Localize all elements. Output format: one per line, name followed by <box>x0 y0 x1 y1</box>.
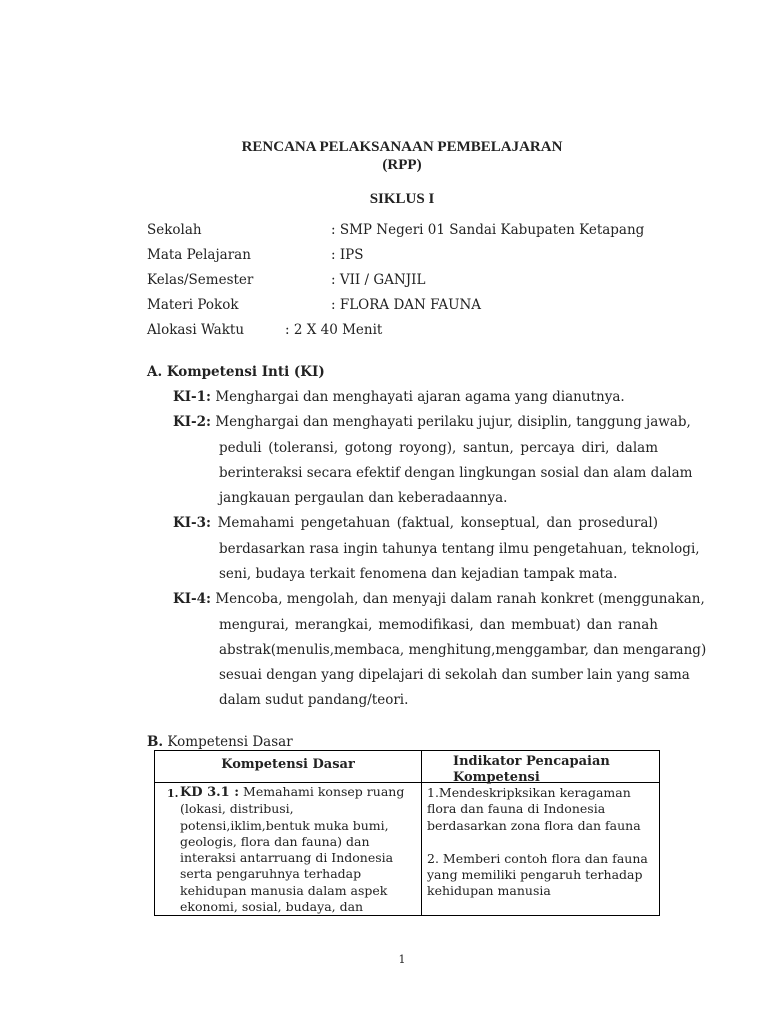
info-label-subject: Mata Pelajaran <box>147 247 251 263</box>
ki3-line <box>173 515 658 531</box>
ki3-code: KI-3: <box>173 515 212 531</box>
document-subtitle: (RPP) <box>382 157 422 173</box>
indicator-line: 2. Memberi contoh flora dan fauna <box>427 850 648 866</box>
ki2-text: Menghargai dan menghayati perilaku jujur, disiplin, tanggung jawab, <box>211 414 691 430</box>
info-label-class: Kelas/Semester <box>147 272 254 288</box>
section-b-title: Kompetensi Dasar <box>163 734 293 750</box>
table-header-indicator <box>453 754 610 786</box>
indicator-line: flora dan fauna di Indonesia <box>427 801 606 817</box>
table-column-divider <box>421 751 422 915</box>
info-label-school: Sekolah <box>147 222 202 238</box>
ki1-text: Menghargai dan menghayati ajaran agama yang dianutnya. <box>211 389 625 405</box>
info-value-class: : VII / GANJIL <box>331 272 426 288</box>
indicator-line: 1.Mendeskripksikan keragaman <box>427 785 631 800</box>
kd-text-line: ekonomi, sosial, budaya, dan <box>180 899 364 915</box>
info-value-school: : SMP Negeri 01 Sandai Kabupaten Ketapang <box>331 222 645 238</box>
ki2-code: KI-2: <box>173 414 212 430</box>
page-number: 1 <box>398 953 406 966</box>
ki2-line <box>173 414 691 430</box>
info-label-material: Materi Pokok <box>147 297 239 313</box>
ki3-text-line: seni, budaya terkait fenomena dan kejadian tampak mata. <box>219 566 618 582</box>
table-header-indicator-line2: Kompetensi <box>453 770 540 785</box>
ki1-code: KI-1: <box>173 389 212 405</box>
ki4-text-line: sesuai dengan yang dipelajari di sekolah dan sumber lain yang sama <box>219 667 690 683</box>
indicator-line: kehidupan manusia <box>427 883 551 899</box>
info-label-time: Alokasi Waktu <box>147 322 245 338</box>
kd-cell <box>180 784 404 915</box>
section-b-heading <box>147 734 293 750</box>
indicator-line: berdasarkan zona flora dan fauna <box>427 817 641 833</box>
ki2-text-line: berinteraksi secara efektif dengan lingkungan sosial dan alam dalam <box>219 465 693 481</box>
section-a-heading: A. Kompetensi Inti (KI) <box>147 364 325 380</box>
ki4-code: KI-4: <box>173 591 212 607</box>
ki4-line <box>173 591 705 607</box>
row-number: 1. <box>167 787 179 800</box>
kd-text-line: serta pengaruhnya terhadap <box>180 866 362 882</box>
ki4-text: Mencoba, mengolah, dan menyaji dalam ranah konkret (menggunakan, <box>211 591 705 607</box>
kd-text-line: potensi,iklim,bentuk muka bumi, <box>180 817 389 833</box>
kd-text-line: interaksi antarruang di Indonesia <box>180 850 394 866</box>
kd-text-line: geologis, flora dan fauna) dan <box>180 833 370 849</box>
kd-code: KD 3.1 : <box>180 785 240 800</box>
competency-table <box>154 750 660 916</box>
info-value-time: : 2 X 40 Menit <box>285 322 383 338</box>
kd-first-line <box>180 784 404 801</box>
table-header-indicator-line1: Indikator Pencapaian <box>453 754 610 769</box>
kd-first-text: Memahami konsep ruang <box>239 784 405 799</box>
cycle-heading: SIKLUS I <box>369 191 435 207</box>
section-b-letter: B. <box>147 734 164 750</box>
ki4-text-line: mengurai, merangkai, memodifikasi, dan membuat) dan ranah <box>219 617 658 633</box>
ki2-text-line: jangkauan pergaulan dan keberadaannya. <box>219 490 508 506</box>
indicator-cell <box>427 785 648 900</box>
table-header-kd: Kompetensi Dasar <box>221 757 355 772</box>
ki3-text-line: berdasarkan rasa ingin tahunya tentang ilmu pengetahuan, teknologi, <box>219 541 700 557</box>
document-title: RENCANA PELAKSANAAN PEMBELAJARAN <box>241 139 563 155</box>
info-value-material: : FLORA DAN FAUNA <box>331 297 482 313</box>
indicator-line: yang memiliki pengaruh terhadap <box>427 867 643 883</box>
ki2-text-line: peduli (toleransi, gotong royong), santun, percaya diri, dalam <box>219 440 658 456</box>
kd-text-line: kehidupan manusia dalam aspek <box>180 882 388 898</box>
info-value-subject: : IPS <box>331 247 364 263</box>
ki1-line <box>173 389 625 405</box>
ki4-text-line: dalam sudut pandang/teori. <box>219 692 409 708</box>
ki3-text: Memahami pengetahuan (faktual, konseptual, dan prosedural) <box>211 515 658 531</box>
ki4-text-line: abstrak(menulis,membaca, menghitung,menggambar, dan mengarang) <box>219 642 707 658</box>
kd-text-line: (lokasi, distribusi, <box>180 801 294 817</box>
